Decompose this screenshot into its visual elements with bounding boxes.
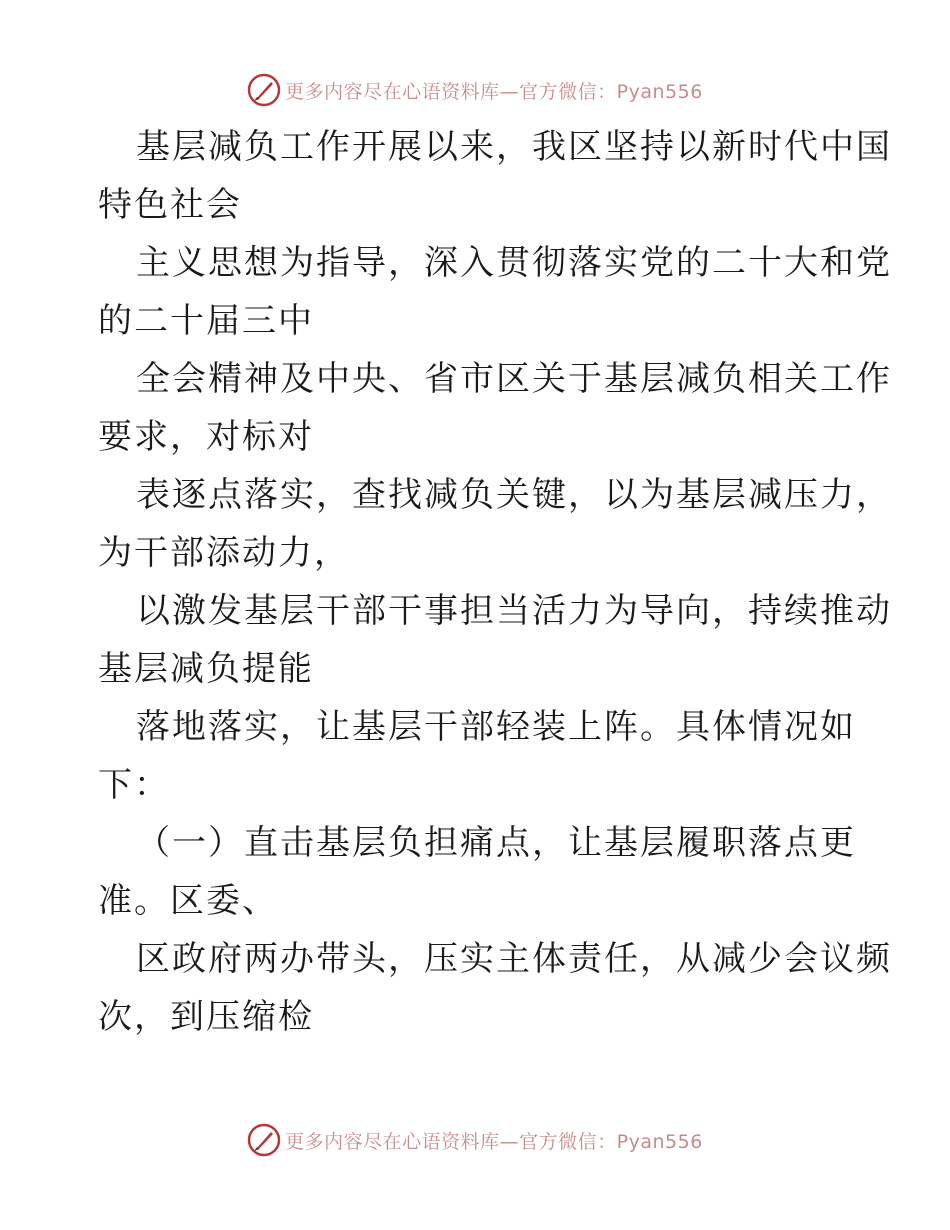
document-body bbox=[98, 118, 892, 1046]
watermark-banner-bottom bbox=[0, 1120, 950, 1160]
paragraph-line: 为干部添动力， bbox=[98, 533, 350, 573]
watermark-text: 更多内容尽在心语资料库—官方微信：Pyan556 bbox=[285, 1130, 703, 1153]
paragraph-line: 落地落实，让基层干部轻装上阵。具体情况如 bbox=[136, 707, 856, 747]
quill-logo-icon bbox=[247, 1123, 281, 1157]
paragraph-line: 区政府两办带头，压实主体责任，从减少会议频 bbox=[136, 939, 892, 979]
paragraph-line: 主义思想为指导，深入贯彻落实党的二十大和党 bbox=[136, 243, 892, 283]
paragraph-line: 下： bbox=[98, 765, 170, 805]
paragraph-line: 基层减负工作开展以来，我区坚持以新时代中国 bbox=[136, 127, 892, 167]
paragraph-line: 准。区委、 bbox=[98, 881, 278, 921]
paragraph-line: 全会精神及中央、省市区关于基层减负相关工作 bbox=[136, 359, 892, 399]
watermark-banner-top bbox=[0, 70, 950, 110]
paragraph-line: 基层减负提能 bbox=[98, 649, 314, 689]
paragraph-line: 表逐点落实，查找减负关键，以为基层减压力， bbox=[136, 475, 892, 515]
paragraph-line: 以激发基层干部干事担当活力为导向，持续推动 bbox=[136, 591, 892, 631]
paragraph-line: 特色社会 bbox=[98, 185, 242, 225]
section-heading-line: （一）直击基层负担痛点，让基层履职落点更 bbox=[136, 823, 856, 863]
paragraph-line: 的二十届三中 bbox=[98, 301, 314, 341]
paragraph-line: 次，到压缩检 bbox=[98, 997, 314, 1037]
quill-logo-icon bbox=[247, 73, 281, 107]
paragraph-line: 要求，对标对 bbox=[98, 417, 314, 457]
watermark-text: 更多内容尽在心语资料库—官方微信：Pyan556 bbox=[285, 80, 703, 103]
